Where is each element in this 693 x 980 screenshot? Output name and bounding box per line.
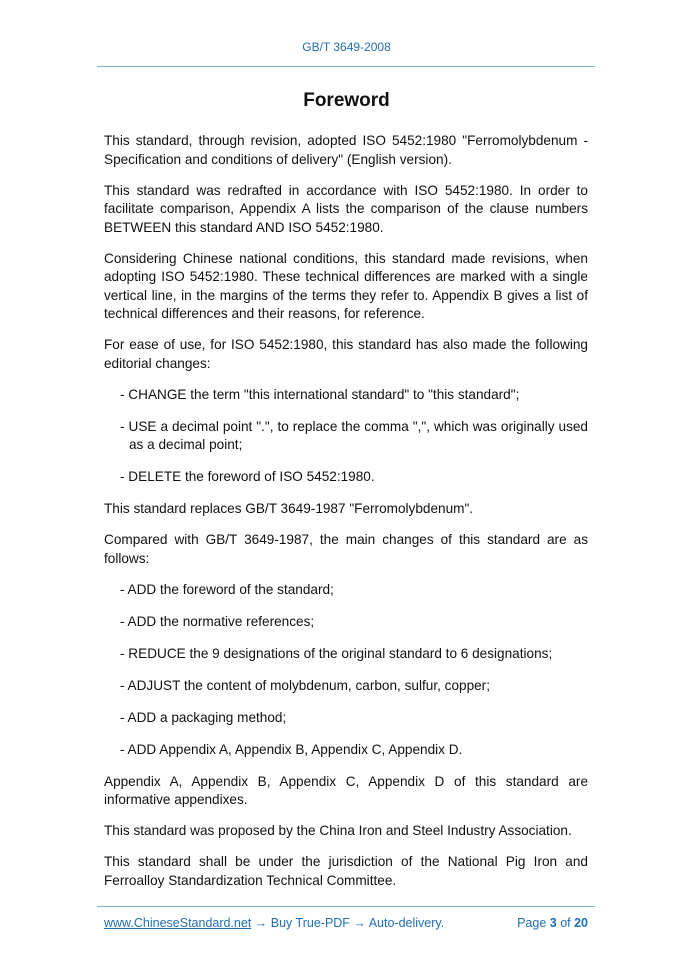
list-item: - ADD the normative references;: [120, 613, 315, 629]
page-of: of: [556, 916, 575, 930]
website-link[interactable]: www.ChineseStandard.net: [104, 916, 252, 930]
paragraph: This standard, through revision, adopted ISO 5452:1980 "Ferromolybdenum - Specification and conditions of delivery" (English version).: [104, 133, 588, 167]
page-footer: [104, 916, 588, 930]
document-body: [104, 132, 588, 903]
paragraph: This standard was proposed by the China Iron and Steel Industry Association.: [104, 823, 572, 838]
list-item: - ADD a packaging method;: [120, 709, 287, 725]
paragraph: Appendix A, Appendix B, Appendix C, Appendix D of this standard are informative appendixes.: [104, 773, 588, 807]
page-number: [517, 916, 588, 930]
page-total: 20: [574, 916, 588, 930]
page-title: Foreword: [303, 90, 390, 111]
list-item: - ADJUST the content of molybdenum, carbon, sulfur, copper;: [120, 677, 490, 693]
paragraph: This standard was redrafted in accordance with ISO 5452:1980. In order to facilitate comparison, Appendix A lists the comparison of the clause numbers BETWEEN this standard AND ISO 5452:1980.: [104, 182, 588, 235]
list-item: - ADD Appendix A, Appendix B, Appendix C, Appendix D.: [120, 741, 463, 757]
document-header-id: GB/T 3649-2008: [302, 40, 391, 54]
list-item: - REDUCE the 9 designations of the original standard to 6 designations;: [120, 645, 553, 661]
paragraph: For ease of use, for ISO 5452:1980, this standard has also made the following editorial changes:: [104, 337, 588, 371]
paragraph: This standard shall be under the jurisdiction of the National Pig Iron and Ferroalloy Standardization Technical Committee.: [104, 854, 588, 888]
list-item: - USE a decimal point ".", to replace the comma ",", which was originally used as a decimal point;: [120, 418, 588, 452]
list-item: - DELETE the foreword of ISO 5452:1980.: [120, 469, 375, 484]
list-item: - CHANGE the term "this international standard" to "this standard";: [120, 386, 520, 402]
paragraph: This standard replaces GB/T 3649-1987 "Ferromolybdenum".: [104, 501, 474, 516]
footer-tagline: → Buy True-PDF → Auto-delivery.: [251, 916, 445, 930]
header-divider: [97, 66, 595, 67]
list-item: - ADD the foreword of the standard;: [120, 581, 334, 597]
paragraph: Compared with GB/T 3649-1987, the main changes of this standard are as follows:: [104, 532, 588, 566]
footer-divider: [97, 906, 595, 907]
page-current: 3: [549, 916, 557, 930]
page-label: Page: [517, 916, 550, 930]
paragraph: Considering Chinese national conditions, this standard made revisions, when adopting ISO 5452:1980. These technical differences are marked with a single vertical line, in the margins of the terms they refer to. Appendix B gives a list of technical differences and their reasons, for reference.: [104, 250, 588, 321]
